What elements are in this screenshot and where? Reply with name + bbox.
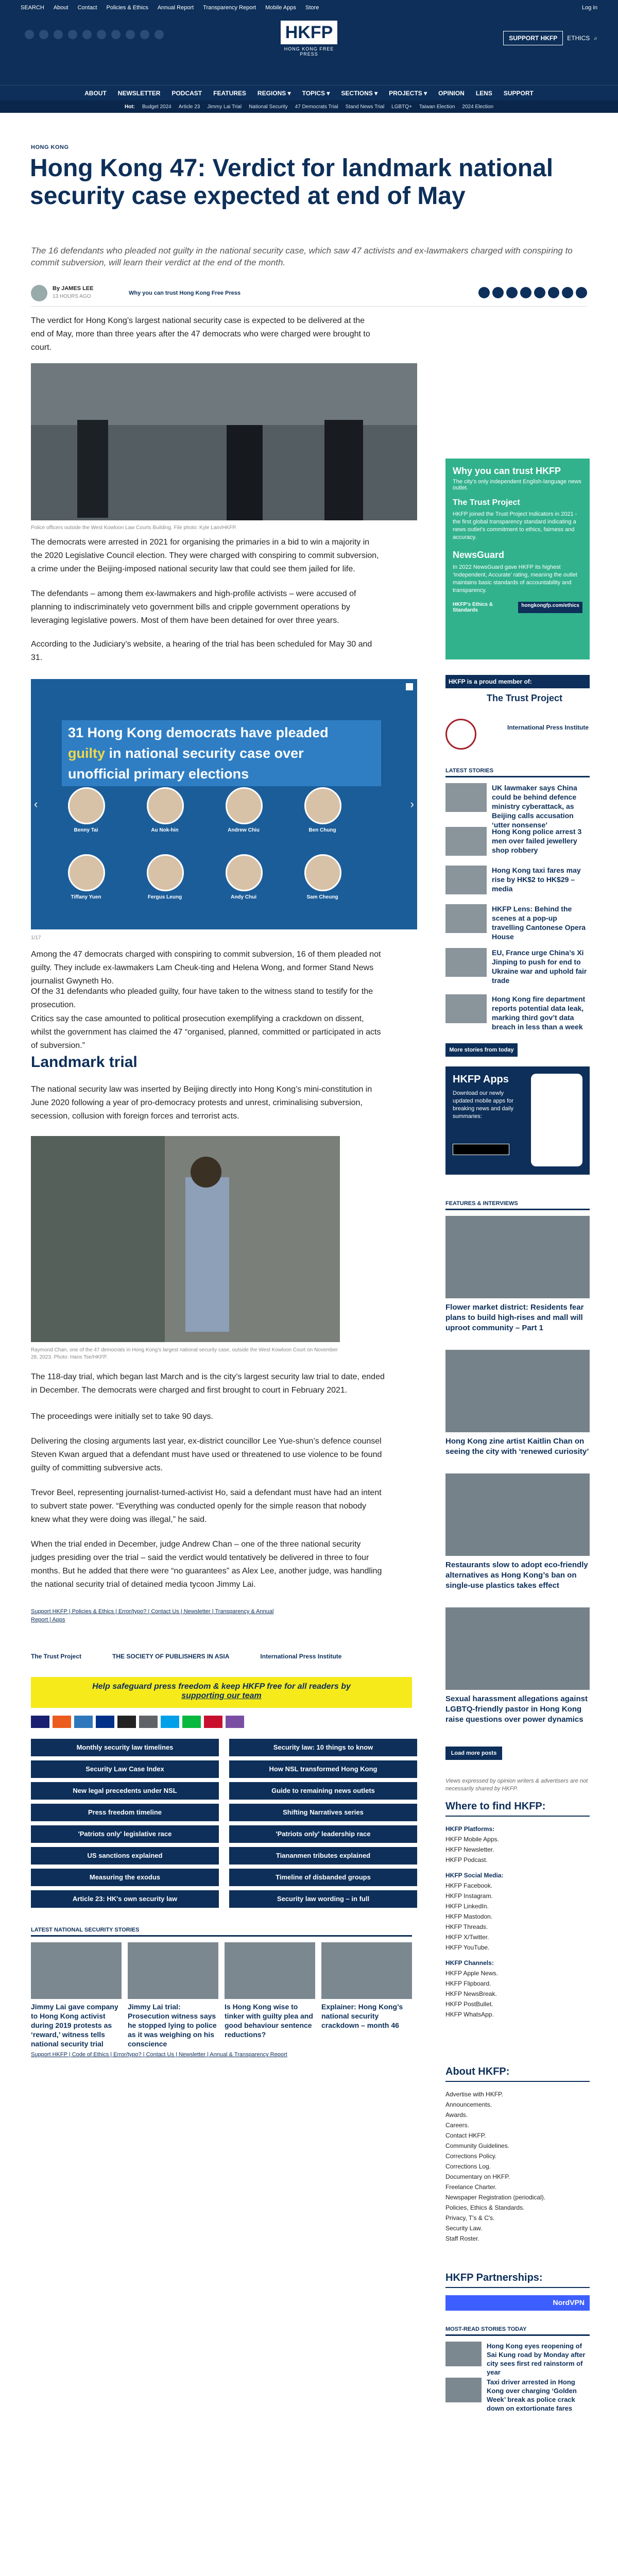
topic-button[interactable]: Shifting Narratives series: [229, 1804, 417, 1821]
paragraph: Of the 31 defendants who pleaded guilty, four have taken to the witness stand to testify for the prosecution.: [31, 987, 373, 1009]
paragraph: Trevor Beel, representing journalist-turned-activist Ho, said a defendant must have had an intent to subvert state power. “Everything was conducted openly for the simple reason that nobody knew what they were doing was illegal,” he said.: [31, 1488, 382, 1524]
app-store-badge[interactable]: [453, 1144, 509, 1155]
carousel-counter: 1/17: [31, 935, 41, 941]
hot-topics-bar: [0, 100, 618, 113]
channel-link[interactable]: HKFP PostBullet.: [445, 2001, 493, 2008]
nordvpn-banner[interactable]: NordVPN: [445, 2295, 590, 2311]
share-print-icon[interactable]: [576, 287, 587, 298]
hot-item[interactable]: Budget 2024: [142, 104, 171, 110]
defendant-photo: [304, 787, 341, 824]
social-link[interactable]: HKFP Instagram.: [445, 1892, 493, 1900]
about-link[interactable]: Announcements.: [445, 2101, 492, 2108]
about-link[interactable]: Documentary on HKFP.: [445, 2173, 510, 2180]
paragraph: The national security law was inserted by Beijing directly into Hong Kong’s mini-constitution in June 2020 following a year of pro-democracy protests and unrest, criminalising subversion, secession, collusion with foreign forces and terrorist acts.: [31, 1085, 372, 1121]
paragraph: Among the 47 democrats charged with conspiring to commit subversion, 16 of them pleaded not guilty. They include ex-lawmakers Lam Cheuk-ting and Helena Wong, and former Stand News journalist Gwyneth Ho.: [31, 950, 381, 986]
article-time: 13 HOURS AGO: [53, 294, 91, 299]
mastodon-icon[interactable]: [68, 30, 77, 39]
story-title[interactable]: Hong Kong police arrest 3 men over failed jewellery shop robbery: [492, 827, 582, 854]
feature-thumbnail[interactable]: [445, 1216, 590, 1298]
about-link[interactable]: Privacy, T's & C's.: [445, 2214, 495, 2222]
story-title[interactable]: Taxi driver arrested in Hong Kong over charging ‘Golden Week’ break as police crack down on extortionate fares: [487, 2378, 577, 2412]
trust-promo[interactable]: [445, 459, 590, 659]
paragraph: The defendants – among them ex-lawmakers and high-profile activists – were accused of planning to indiscriminately veto government bills and cripple government operations by leveraging legislative powers. Most of them have been detained for over three years.: [31, 589, 356, 625]
infographic-headline: 31 Hong Kong democrats have pleaded guilty in national security case over unofficial primary elections: [62, 720, 381, 786]
related-story[interactable]: [225, 1942, 315, 2039]
alipay-icon: [161, 1716, 179, 1728]
sopa-logo[interactable]: THE SOCIETY OF PUBLISHERS IN ASIA: [112, 1653, 230, 1660]
story-title[interactable]: Jimmy Lai trial: Prosecution witness says he stopped lying to police as it was weighing on his conscience: [128, 2003, 217, 2048]
about-link[interactable]: Awards.: [445, 2111, 468, 2119]
share-facebook-icon[interactable]: [492, 287, 504, 298]
feature-title[interactable]: Flower market district: Residents fear plans to build high-rises and mall will uproot community – Part 1: [445, 1303, 584, 1332]
defendant-name: Andy Chui: [231, 894, 256, 900]
hot-item[interactable]: 2024 Election: [462, 104, 494, 110]
phone-mockup: [531, 1074, 582, 1166]
topic-button[interactable]: Press freedom timeline: [31, 1804, 219, 1821]
defendant-photo: [68, 787, 105, 824]
about-link[interactable]: Security Law.: [445, 2225, 483, 2232]
footer-links[interactable]: Support HKFP | Code of Ethics | Error/typo? | Contact Us | Newsletter | Annual & Transparency Report: [31, 2052, 287, 2058]
platform-link[interactable]: HKFP Mobile Apps.: [445, 1836, 499, 1843]
site-header: [0, 15, 618, 85]
story-title[interactable]: Is Hong Kong wise to tinker with guilty plea and good behaviour sentence reductions?: [225, 2003, 313, 2039]
partnerships-heading: HKFP Partnerships:: [445, 2272, 590, 2288]
social-link[interactable]: HKFP X/Twitter.: [445, 1934, 489, 1941]
trust-project-logo[interactable]: The Trust Project: [487, 693, 563, 703]
photo-caption: Raymond Chan, one of the 47 democrats in Hong Kong’s largest national security case, outside the West Kowloon Court on November 28, 2023. Photo: Hans Tse/HKFP.: [31, 1347, 338, 1360]
defendant-photo: [226, 787, 263, 824]
defendant-photo: [147, 854, 184, 891]
defendant-name: Tiffany Yuen: [71, 894, 101, 900]
threads-icon[interactable]: [140, 30, 149, 39]
nav-sections[interactable]: SECTIONS ▾: [341, 89, 378, 97]
topic-button[interactable]: Monthly security law timelines: [31, 1739, 219, 1756]
article-category[interactable]: HONG KONG: [31, 144, 69, 150]
share-linkedin-icon[interactable]: [534, 287, 545, 298]
apps-text: Download our newly updated mobile apps for breaking news and daily summaries:: [453, 1090, 514, 1120]
footer-links[interactable]: Support HKFP | Policies & Ethics | Error/typo? | Contact Us | Newsletter | Transparency & Annual Report | Apps: [31, 1608, 274, 1623]
topic-button[interactable]: Tiananmen tributes explained: [229, 1847, 417, 1865]
article-photo[interactable]: [31, 1136, 340, 1342]
about-link[interactable]: Community Guidelines.: [445, 2142, 510, 2149]
logo-subtitle: HONG KONG FREE PRESS: [284, 46, 334, 57]
share-email-icon[interactable]: [548, 287, 559, 298]
story-title[interactable]: Hong Kong taxi fares may rise by HK$2 to HK$29 – media: [492, 866, 581, 893]
more-stories-button[interactable]: More stories from today: [445, 1043, 518, 1057]
defendant-name: Sam Cheung: [306, 894, 338, 900]
top-link-policies[interactable]: Policies & Ethics: [106, 5, 148, 11]
defendant-photo: [304, 854, 341, 891]
paragraph: According to the Judiciary’s website, a hearing of the trial has been scheduled for May 30 and 31.: [31, 640, 372, 662]
hot-item[interactable]: Taiwan Election: [419, 104, 455, 110]
social-link[interactable]: HKFP Facebook.: [445, 1882, 493, 1889]
carousel-prev-icon[interactable]: ‹: [34, 798, 38, 810]
topic-button[interactable]: How NSL transformed Hong Kong: [229, 1760, 417, 1778]
hot-item[interactable]: Jimmy Lai Trial: [207, 104, 242, 110]
top-link-transparency[interactable]: Transparency Report: [203, 5, 256, 11]
defendant-name: Au Nok-hin: [151, 827, 179, 833]
related-story[interactable]: [128, 1942, 218, 2048]
defendant-photo: [226, 854, 263, 891]
fps-icon: [226, 1716, 244, 1728]
feature-title[interactable]: Restaurants slow to adopt eco-friendly alternatives as Hong Kong’s ban on single-use plastics takes effect: [445, 1561, 588, 1590]
paragraph: The proceedings were initially set to take 90 days.: [31, 1412, 213, 1421]
mastercard-icon: [53, 1716, 71, 1728]
support-banner[interactable]: Help safeguard press freedom & keep HKFP free for all readers by supporting our team: [31, 1677, 412, 1708]
linkedin-icon[interactable]: [82, 30, 92, 39]
feature-card[interactable]: [445, 1473, 590, 1591]
section-heading: Landmark trial: [31, 1054, 138, 1071]
latest-stories-heading: LATEST STORIES: [445, 768, 590, 777]
share-telegram-icon[interactable]: [520, 287, 531, 298]
feature-card[interactable]: [445, 1350, 590, 1457]
about-link[interactable]: Staff Roster.: [445, 2235, 479, 2242]
feature-thumbnail[interactable]: [445, 1607, 590, 1690]
ipi-logo[interactable]: International Press Institute: [260, 1653, 342, 1660]
paragraph: When the trial ended in December, judge Andrew Chan – one of the three national security judges presiding over the trial – said the verdict would tentatively be delivered in three to four months. But he added that there were “no guarantees” as Alex Lee, another judge, was handling the national security trial of detained media tycoon Jimmy Lai.: [31, 1540, 382, 1589]
topic-button[interactable]: Measuring the exodus: [31, 1869, 219, 1886]
login-link[interactable]: Log in: [582, 5, 597, 11]
feature-card[interactable]: [445, 1607, 590, 1725]
trust-project-text: HKFP joined the Trust Project Indicators in 2021 - the first global transparency standard indicating a news outlet’s commitment to ethics, fairness and accuracy.: [453, 511, 577, 540]
story-title[interactable]: UK lawmaker says China could be behind defence ministry cyberattack, as Beijing calls accusation ‘utter nonsense’: [492, 784, 577, 829]
facebook-icon[interactable]: [39, 30, 48, 39]
nav-lens[interactable]: LENS: [475, 89, 492, 97]
defendant-photo: [147, 787, 184, 824]
story-thumbnail[interactable]: [321, 1942, 412, 1999]
google-pay-icon: [139, 1716, 158, 1728]
about-link[interactable]: Corrections Policy.: [445, 2153, 497, 2160]
topic-button[interactable]: 'Patriots only' leadership race: [229, 1825, 417, 1843]
article-lede: The 16 defendants who pleaded not guilty in the national security case, which saw 47 activists and ex-lawmakers charged with conspiring to commit subversion, will learn their verdict at the end of the month.: [31, 246, 573, 267]
whatsapp-icon[interactable]: [126, 30, 135, 39]
feature-title[interactable]: Sexual harassment allegations against LGBTQ-friendly pastor in Hong Kong raise questions over power dynamics: [445, 1694, 588, 1724]
defendant-name: Fergus Leung: [147, 894, 182, 900]
topic-buttons: [31, 1739, 417, 1908]
hot-item[interactable]: LGBTQ+: [391, 104, 412, 110]
topic-button[interactable]: Article 23: HK's own security law: [31, 1890, 219, 1908]
author-avatar: [31, 285, 47, 301]
trust-project-title: The Trust Project: [453, 498, 520, 507]
partner-logos: [31, 1646, 391, 1667]
x-icon[interactable]: [25, 30, 34, 39]
social-link[interactable]: HKFP YouTube.: [445, 1944, 490, 1951]
social-link[interactable]: HKFP LinkedIn.: [445, 1903, 489, 1910]
paragraph: The verdict for Hong Kong’s largest national security case is expected to be delivered at the end of May, more than three years after the 47 democrats who were charged were brought to court.: [31, 316, 370, 352]
about-heading: About HKFP:: [445, 2066, 590, 2082]
story-title[interactable]: Explainer: Hong Kong’s national security crackdown – month 46: [321, 2003, 403, 2029]
nav-support[interactable]: SUPPORT: [503, 89, 534, 97]
story-thumbnail[interactable]: [445, 866, 487, 894]
story-title[interactable]: Hong Kong eyes reopening of Sai Kung road by Monday after city sees first red rainstorm of year: [487, 2342, 586, 2376]
about-link[interactable]: Policies, Ethics & Standards.: [445, 2204, 525, 2211]
about-link[interactable]: Contact HKFP.: [445, 2132, 486, 2139]
where-heading: Where to find HKFP:: [445, 1801, 590, 1817]
platform-link[interactable]: HKFP Newsletter.: [445, 1846, 494, 1853]
ethics-link[interactable]: ETHICS: [567, 35, 590, 42]
most-read-heading: MOST-READ STORIES TODAY: [445, 2326, 590, 2336]
story-thumbnail[interactable]: [225, 1942, 315, 1999]
load-more-button[interactable]: Load more posts: [445, 1747, 502, 1760]
topic-button[interactable]: Security Law Case Index: [31, 1760, 219, 1778]
support-link[interactable]: supporting our team: [181, 1691, 262, 1700]
main-nav: [0, 85, 618, 100]
social-link[interactable]: HKFP Threads.: [445, 1923, 488, 1930]
defendant-name: Andrew Chiu: [228, 827, 260, 833]
share-whatsapp-icon[interactable]: [506, 287, 518, 298]
story-thumbnail[interactable]: [445, 994, 487, 1023]
share-x-icon[interactable]: [478, 287, 490, 298]
defendant-name: Ben Chung: [308, 827, 336, 833]
nav-projects[interactable]: PROJECTS ▾: [389, 89, 427, 97]
article-title: Hong Kong 47: Verdict for landmark national security case expected at end of May: [30, 155, 554, 210]
photo-caption: Police officers outside the West Kowloon Law Courts Building. File photo: Kyle Lam/HKFP.: [31, 525, 237, 531]
visa-icon: [31, 1716, 49, 1728]
topic-button[interactable]: Security law: 10 things to know: [229, 1739, 417, 1756]
newsguard-text: In 2022 NewsGuard gave HKFP its highest ‘Independent, Accurate’ rating, meaning the outlet maintains basic standards of accountability and transparency.: [453, 564, 577, 594]
share-copy-icon[interactable]: [562, 287, 573, 298]
nav-features[interactable]: FEATURES: [213, 89, 246, 97]
top-link-store[interactable]: Store: [305, 5, 319, 11]
apps-title: HKFP Apps: [453, 1074, 509, 1085]
payment-icons: [31, 1716, 412, 1728]
email-icon[interactable]: [154, 30, 164, 39]
channels-heading: HKFP Channels:: [445, 1959, 494, 1967]
promo-heading: Why you can trust HKFP: [453, 466, 561, 476]
youtube-icon[interactable]: [97, 30, 106, 39]
author-name[interactable]: By JAMES LEE: [53, 285, 94, 292]
topic-button[interactable]: Timeline of disbanded groups: [229, 1869, 417, 1886]
infographic-carousel[interactable]: [31, 679, 417, 929]
nav-topics[interactable]: TOPICS ▾: [302, 89, 330, 97]
nav-regions[interactable]: REGIONS ▾: [257, 89, 291, 97]
site-logo[interactable]: [281, 21, 337, 57]
story-thumbnail[interactable]: [445, 783, 487, 812]
top-link-contact[interactable]: Contact: [77, 5, 97, 11]
defendant-name: Benny Tai: [74, 827, 98, 833]
channel-link[interactable]: HKFP WhatsApp.: [445, 2011, 494, 2018]
nav-newsletter[interactable]: NEWSLETTER: [117, 89, 161, 97]
story-title[interactable]: EU, France urge China’s Xi Jinping to push for end to Ukraine war and uphold fair trade: [492, 948, 587, 985]
story-thumbnail[interactable]: [445, 827, 487, 856]
opinion-disclaimer: Views expressed by opinion writers & advertisers are not necessarily shared by HKFP.: [445, 1778, 588, 1792]
apps-promo[interactable]: [445, 1066, 590, 1175]
platform-link[interactable]: HKFP Podcast.: [445, 1856, 488, 1863]
defendant-photo: [68, 854, 105, 891]
byline: [31, 281, 587, 307]
ipi-logo[interactable]: International Press Institute: [507, 724, 589, 731]
about-link[interactable]: Freelance Charter.: [445, 2183, 497, 2191]
fullscreen-icon[interactable]: [406, 683, 413, 690]
paragraph: The democrats were arrested in 2021 for organising the primaries in a bid to win a majority in the 2020 Legislative Council election. They were charged with conspiring to commit subversion, a crime under the Beijing-imposed national security law that could see them jailed for life.: [31, 538, 379, 573]
apple-pay-icon: [117, 1716, 136, 1728]
nav-podcast[interactable]: PODCAST: [171, 89, 202, 97]
story-thumbnail[interactable]: [31, 1942, 122, 1999]
share-buttons: [478, 287, 587, 298]
channel-link[interactable]: HKFP NewsBreak.: [445, 1990, 497, 1997]
top-link-about[interactable]: About: [53, 5, 68, 11]
topic-button[interactable]: Guide to remaining news outlets: [229, 1782, 417, 1800]
paragraph: The 118-day trial, which began last March and is the city’s largest security law trial to date, ended in December. The democrats were charged and first brought to court in February 2021.: [31, 1372, 385, 1395]
story-thumbnail[interactable]: [445, 948, 487, 977]
hot-item[interactable]: Stand News Trial: [345, 104, 385, 110]
social-heading: HKFP Social Media:: [445, 1872, 504, 1879]
article-photo[interactable]: [31, 363, 417, 520]
channel-link[interactable]: HKFP Flipboard.: [445, 1980, 491, 1987]
topic-button[interactable]: 'Patriots only' legislative race: [31, 1825, 219, 1843]
nav-about[interactable]: ABOUT: [84, 89, 107, 97]
top-link-apps[interactable]: Mobile Apps: [265, 5, 297, 11]
story-title[interactable]: Hong Kong fire department reports potential data leak, marking third gov’t data breach in less than a week: [492, 995, 586, 1031]
paragraph: Delivering the closing arguments last year, ex-district councillor Lee Yue-shun’s defence counsel Steven Kwan argued that a defendant must have used or threatened to use violence to be found guilty of committing subversive acts.: [31, 1437, 382, 1472]
about-link[interactable]: Advertise with HKFP.: [445, 2091, 503, 2098]
promo-subheading: The city’s only independent English-language news outlet.: [453, 479, 581, 491]
platforms-heading: HKFP Platforms:: [445, 1825, 495, 1833]
support-hkfp-button[interactable]: SUPPORT HKFP: [503, 31, 563, 45]
platforms-list: [445, 1824, 590, 2020]
story-thumbnail[interactable]: [445, 2378, 482, 2402]
nav-opinion[interactable]: OPINION: [438, 89, 465, 97]
paypal-icon: [96, 1716, 114, 1728]
latest-ns-heading: LATEST NATIONAL SECURITY STORIES: [31, 1927, 412, 1937]
amex-icon: [74, 1716, 93, 1728]
feature-title[interactable]: Hong Kong zine artist Kaitlin Chan on seeing the city with ‘renewed curiosity’: [445, 1437, 589, 1456]
topic-button[interactable]: New legal precedents under NSL: [31, 1782, 219, 1800]
social-icons: [25, 30, 164, 39]
story-thumbnail[interactable]: [128, 1942, 218, 1999]
story-title[interactable]: HKFP Lens: Behind the scenes at a pop-up travelling Cantonese Opera House: [492, 905, 586, 941]
ethics-standards-link[interactable]: HKFP's Ethics & Standards: [453, 602, 493, 613]
carousel-next-icon[interactable]: ›: [410, 798, 414, 810]
newsguard-title: NewsGuard: [453, 550, 505, 560]
ethics-url-link[interactable]: hongkongfp.com/ethics: [518, 602, 582, 613]
octopus-icon: [204, 1716, 222, 1728]
feature-card[interactable]: [445, 1216, 590, 1333]
hot-item[interactable]: National Security: [249, 104, 288, 110]
about-link[interactable]: Careers.: [445, 2122, 470, 2129]
feature-thumbnail[interactable]: [445, 1473, 590, 1556]
logo-mark: HKFP: [281, 21, 337, 44]
about-list: [445, 2089, 590, 2244]
hot-item[interactable]: Article 23: [178, 104, 200, 110]
wechat-pay-icon: [182, 1716, 201, 1728]
search-icon[interactable]: ⌕: [594, 34, 597, 42]
channel-link[interactable]: HKFP Apple News.: [445, 1970, 498, 1977]
hot-label: Hot:: [124, 104, 135, 110]
related-story[interactable]: [31, 1942, 122, 2048]
topic-button[interactable]: US sanctions explained: [31, 1847, 219, 1865]
trust-project-logo[interactable]: The Trust Project: [31, 1653, 82, 1660]
related-story[interactable]: [321, 1942, 412, 2030]
instagram-icon[interactable]: [54, 30, 63, 39]
social-link[interactable]: HKFP Mastodon.: [445, 1913, 493, 1920]
features-heading: FEATURES & INTERVIEWS: [445, 1200, 590, 1210]
top-bar: [0, 0, 618, 15]
hot-item[interactable]: 47 Democrats Trial: [295, 104, 338, 110]
proud-member-label: HKFP is a proud member of:: [445, 675, 590, 688]
story-thumbnail[interactable]: [445, 904, 487, 933]
paragraph: Critics say the case amounted to political prosecution exemplifying a crackdown on dissent, whilst the government has claimed the 47 “organised, planned, committed or participated in acts of subversion.”: [31, 1014, 381, 1050]
top-link-annual[interactable]: Annual Report: [157, 5, 194, 11]
search-link[interactable]: SEARCH: [21, 5, 44, 11]
sopa-seal-icon[interactable]: [445, 719, 476, 750]
telegram-icon[interactable]: [111, 30, 121, 39]
about-link[interactable]: Newspaper Registration (periodical).: [445, 2194, 546, 2201]
story-title[interactable]: Jimmy Lai gave company to Hong Kong activist during 2019 protests as ‘reward,’ witness tells national security trial: [31, 2003, 118, 2048]
topic-button[interactable]: Security law wording – in full: [229, 1890, 417, 1908]
about-link[interactable]: Corrections Log.: [445, 2163, 491, 2170]
feature-thumbnail[interactable]: [445, 1350, 590, 1432]
story-thumbnail[interactable]: [445, 2342, 482, 2366]
trust-link[interactable]: Why you can trust Hong Kong Free Press: [129, 290, 241, 296]
